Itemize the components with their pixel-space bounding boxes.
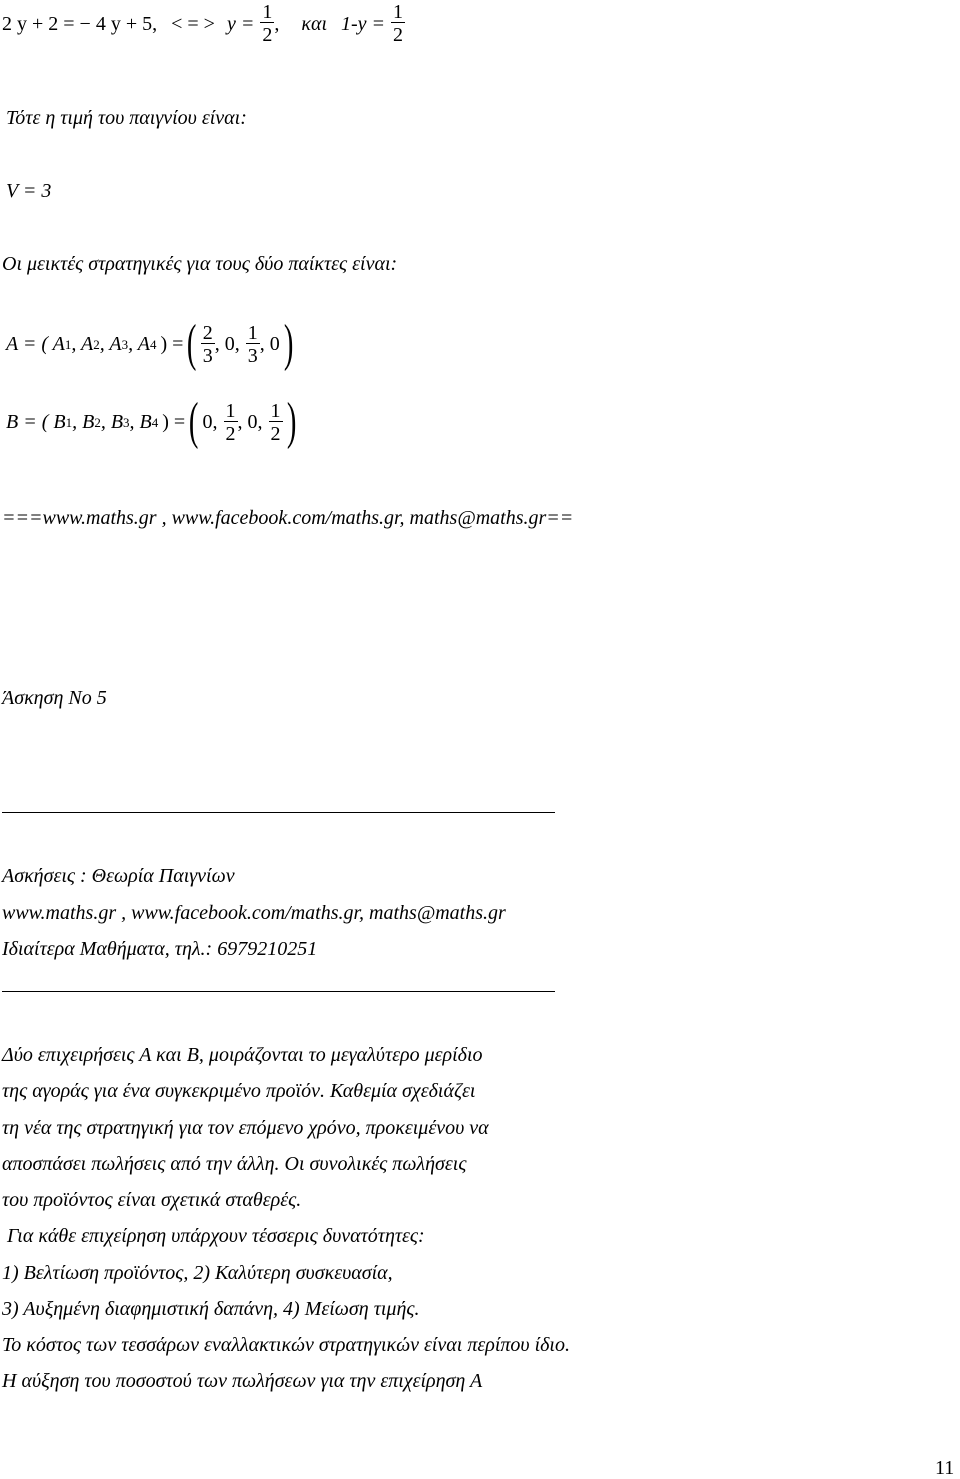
paragraph-line: του προϊόντος είναι σχετικά σταθερές. [2,1189,302,1211]
header-line-contact: Ιδιαίτερα Μαθήματα, τηλ.: 6979210251 [2,938,318,960]
divider-top [2,812,555,813]
left-paren: ( [189,393,199,450]
paragraph-line: τη νέα της στρατηγική για τον επόμενο χρόνο, προκειμένου να [2,1117,489,1139]
right-paren: ) [283,315,294,372]
left-paren: ( [187,315,197,372]
exercise-title: Άσκηση Νο 5 [2,687,107,709]
equation-lhs: 2 y + 2 = − 4 y + 5, [2,12,158,35]
fraction-y: $\frac{1}{2}$ [262,1,273,46]
equation-one-minus-y: 1-y = [341,12,386,35]
value-equation: V = 3 [6,180,52,202]
header-line-topic: Ασκήσεις : Θεωρία Παιγνίων [2,865,235,887]
fraction-one-minus-y: $\frac{1}{2}$ [393,1,404,46]
equation-solution: 2 y + 2 = − 4 y + 5, < = > y = $\frac{1}{2}$ , και 1-y = $\frac{1}{2}$ [2,1,404,46]
mixed-strategies-text: Οι μεικτές στρατηγικές για τους δύο παίκτες είναι: [2,253,398,275]
equation-and: και [301,12,327,35]
paragraph-line: Η αύξηση του ποσοστού των πωλήσεων για την επιχείρηση Α [2,1370,483,1392]
equation-y: y = [226,12,255,35]
header-line-links: www.maths.gr , www.facebook.com/maths.gr, maths@maths.gr [2,902,506,924]
divider-bottom [2,991,555,992]
paragraph-line: 3) Αυξημένη διαφημιστική δαπάνη, 4) Μείωση τιμής. [2,1298,420,1320]
page-number: 11 [935,1457,955,1479]
right-paren: ) [286,393,296,450]
paragraph-line: Δύο επιχειρήσεις Α και Β, μοιράζονται το μεγαλύτερο μερίδιο [2,1044,483,1066]
strategy-b-equation: B = ( B 1 , B 2 , B 3 , B 4 ) = ( 0, $\frac{1}{2}$ , 0, $\frac{1}{2}$ ) [6,393,296,450]
value-text: Τότε η τιμή του παιγνίου είναι: [6,107,247,129]
paragraph-line: 1) Βελτίωση προϊόντος, 2) Καλύτερη συσκευασία, [2,1262,393,1284]
footer-links: ===www.maths.gr , www.facebook.com/maths.gr, maths@maths.gr== [2,507,574,529]
paragraph-line: Για κάθε επιχείρηση υπάρχουν τέσσερις δυνατότητες: [2,1225,425,1247]
paragraph-line: Το κόστος των τεσσάρων εναλλακτικών στρατηγικών είναι περίπου ίδιο. [2,1334,570,1356]
paragraph-line: αποσπάσει πωλήσεις από την άλλη. Οι συνολικές πωλήσεις [2,1153,467,1175]
paragraph-line: της αγοράς για ένα συγκεκριμένο προϊόν. Καθεμία σχεδιάζει [2,1080,476,1102]
equation-implies: < = > [171,12,215,35]
strategy-a-equation: A = ( A 1 , A 2 , A 3 , A 4 ) = ( $\frac{2}{3}$ , 0, $\frac{1}{3}$ , 0 ) [6,315,294,372]
